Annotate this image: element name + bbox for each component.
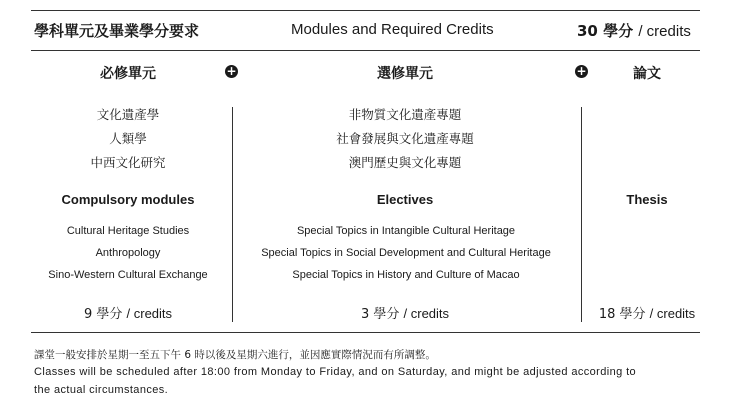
list-item: 中西文化研究 (90, 155, 166, 170)
list-item: Anthropology (95, 247, 161, 259)
list-item: Special Topics in Social Development and Cultural Heritage (261, 247, 551, 259)
header-rule (31, 50, 700, 51)
compulsory-title-en: Compulsory modules (61, 192, 195, 207)
list-item: Special Topics in History and Culture of Macao (292, 269, 520, 281)
thesis-title-en: Thesis (626, 192, 668, 207)
page-title-zh: 學科單元及畢業學分要求 (34, 22, 200, 40)
thesis-credits-unit: / credits (649, 306, 696, 321)
electives-credits-unit: / credits (403, 306, 450, 321)
thesis-title: 論文 (633, 66, 661, 82)
top-rule (31, 10, 700, 11)
schedule-note-en-line1: Classes will be scheduled after 18:00 from Monday to Friday, and on Saturday, and might be adjusted according to (34, 366, 637, 378)
column-divider-2 (581, 107, 582, 322)
schedule-note-zh: 課堂一般安排於星期一至五下午 6 時以後及星期六進行，並因應實際情況而有所調整。 (34, 349, 436, 361)
thesis-credits (590, 303, 704, 322)
electives-credits-num: 3 學分 (360, 307, 400, 322)
list-item: Sino-Western Cultural Exchange (48, 269, 208, 281)
list-item: 社會發展與文化遺產專題 (336, 131, 474, 146)
compulsory-credits-unit: / credits (126, 306, 173, 321)
electives-list-en (236, 220, 576, 286)
compulsory-credits-num: 9 學分 (83, 307, 123, 322)
total-credits (577, 20, 691, 41)
compulsory-credits (34, 303, 222, 322)
schedule-note-en-line2: the actual circumstances. (34, 384, 169, 396)
bottom-rule (31, 332, 700, 333)
column-divider-1 (232, 107, 233, 322)
list-item: 人類學 (109, 131, 147, 146)
page-title-en: Modules and Required Credits (291, 21, 494, 38)
electives-title: 選修單元 (377, 66, 433, 82)
compulsory-list-en (24, 220, 232, 286)
total-credits-num: 30 學分 (577, 22, 634, 40)
electives-list-zh (240, 103, 570, 175)
list-item: Special Topics in Intangible Cultural Heritage (296, 225, 516, 237)
list-item: Cultural Heritage Studies (66, 225, 190, 237)
list-item: 文化遺產學 (96, 107, 160, 122)
thesis-credits-num: 18 學分 (598, 307, 646, 322)
total-credits-unit: / credits (638, 23, 691, 40)
list-item: 澳門歷史與文化專題 (348, 155, 462, 170)
plus-icon: + (226, 64, 237, 78)
list-item: 非物質文化遺產專題 (348, 107, 462, 122)
compulsory-list-zh (34, 103, 222, 175)
plus-icon-2: + (576, 64, 587, 78)
electives-title-en: Electives (376, 192, 434, 207)
electives-credits (240, 303, 570, 322)
compulsory-title: 必修單元 (100, 66, 156, 82)
